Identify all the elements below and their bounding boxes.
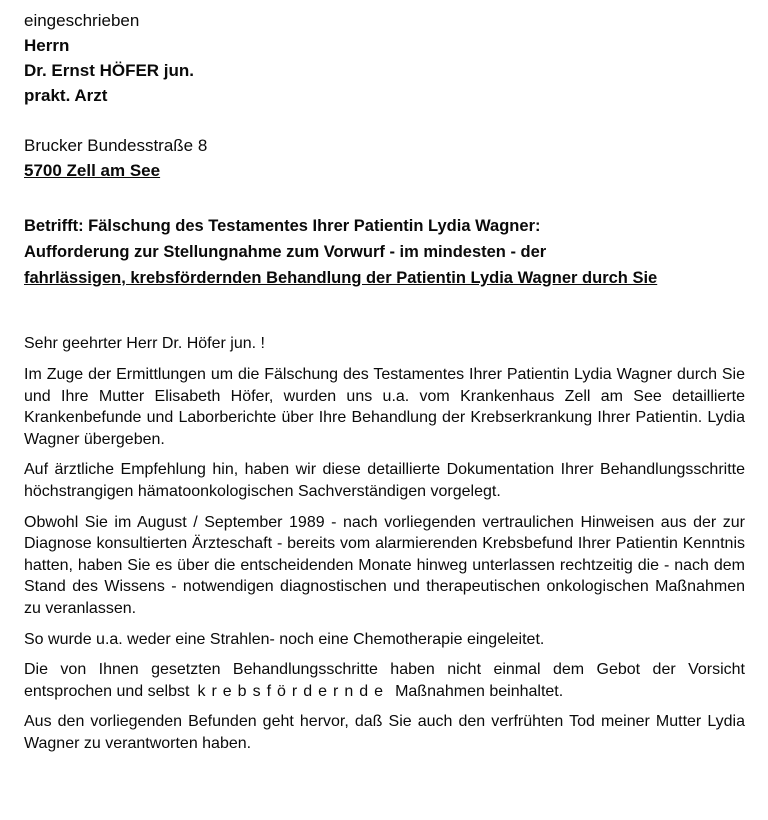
body-paragraph-5: [24, 659, 745, 702]
recipient-name: Dr. Ernst HÖFER jun.: [24, 61, 195, 80]
recipient-street: Brucker Bundesstraße 8: [24, 136, 208, 155]
body-paragraph-2: Auf ärztliche Empfehlung hin, haben wir diese detaillierte Dokumentation Ihrer Behandlungsschritte höchstrangigen hämatoonkologischen Sachverständigen vorgelegt.: [24, 461, 745, 500]
subject-line-2: Aufforderung zur Stellungnahme zum Vorwurf - im mindesten - der: [24, 243, 547, 261]
recipient-salutation-line: Herrn: [24, 36, 70, 55]
recipient-title: prakt. Arzt: [24, 86, 108, 105]
letter-body: [24, 364, 745, 755]
subject-block: [24, 213, 745, 291]
address-spacer: [24, 108, 745, 133]
subject-line-1: Betrifft: Fälschung des Testamentes Ihrer Patientin Lydia Wagner:: [24, 217, 541, 235]
salutation: Sehr geehrter Herr Dr. Höfer jun. !: [24, 335, 265, 352]
body-paragraph-3: Obwohl Sie im August / September 1989 - nach vorliegenden vertraulichen Hinweisen aus der zur Diagnose konsultierten Ärzteschaft - bereits vom alarmierenden Krebsbefund Ihrer Patientin Kenntnis hatten, haben Sie es über die entscheidenden Monate hinweg unterlassen rechtzeitig die - nach dem Stand des Wissens - notwendigen diagnostischen und therapeutischen onkologischen Maßnahmen zu veranlassen.: [24, 513, 745, 617]
body-paragraph-4: So wurde u.a. weder eine Strahlen- noch eine Chemotherapie eingeleitet.: [24, 630, 545, 648]
body-paragraph-1: Im Zuge der Ermittlungen um die Fälschung des Testamentes Ihrer Patientin Lydia Wagner durch Sie und Ihre Mutter Elisabeth Höfer, wurden uns u.a. vom Krankenhaus Zell am See detaillierte Krankenbefunde und Laborberichte über Ihre Behandlung der Krebserkrankung Ihrer Patientin. Lydia Wagner übergeben.: [24, 366, 745, 448]
paragraph-5-emphasized-word: krebsfördernde: [197, 682, 390, 700]
paragraph-5-prefix: Die von Ihnen gesetzten Behandlungsschritte haben nicht einmal dem Gebot der Vorsicht entsprochen und selbst: [24, 661, 745, 700]
delivery-note: eingeschrieben: [24, 11, 140, 30]
recipient-address-block: [24, 8, 745, 183]
paragraph-5-suffix: Maßnahmen beinhaltet.: [395, 682, 564, 700]
recipient-city: 5700 Zell am See: [24, 161, 161, 180]
body-paragraph-6: Aus den vorliegenden Befunden geht hervor, daß Sie auch den verfrühten Tod meiner Mutter Lydia Wagner zu verantworten haben.: [24, 713, 745, 752]
subject-line-3: fahrlässigen, krebsfördernden Behandlung der Patientin Lydia Wagner durch Sie: [24, 269, 658, 287]
